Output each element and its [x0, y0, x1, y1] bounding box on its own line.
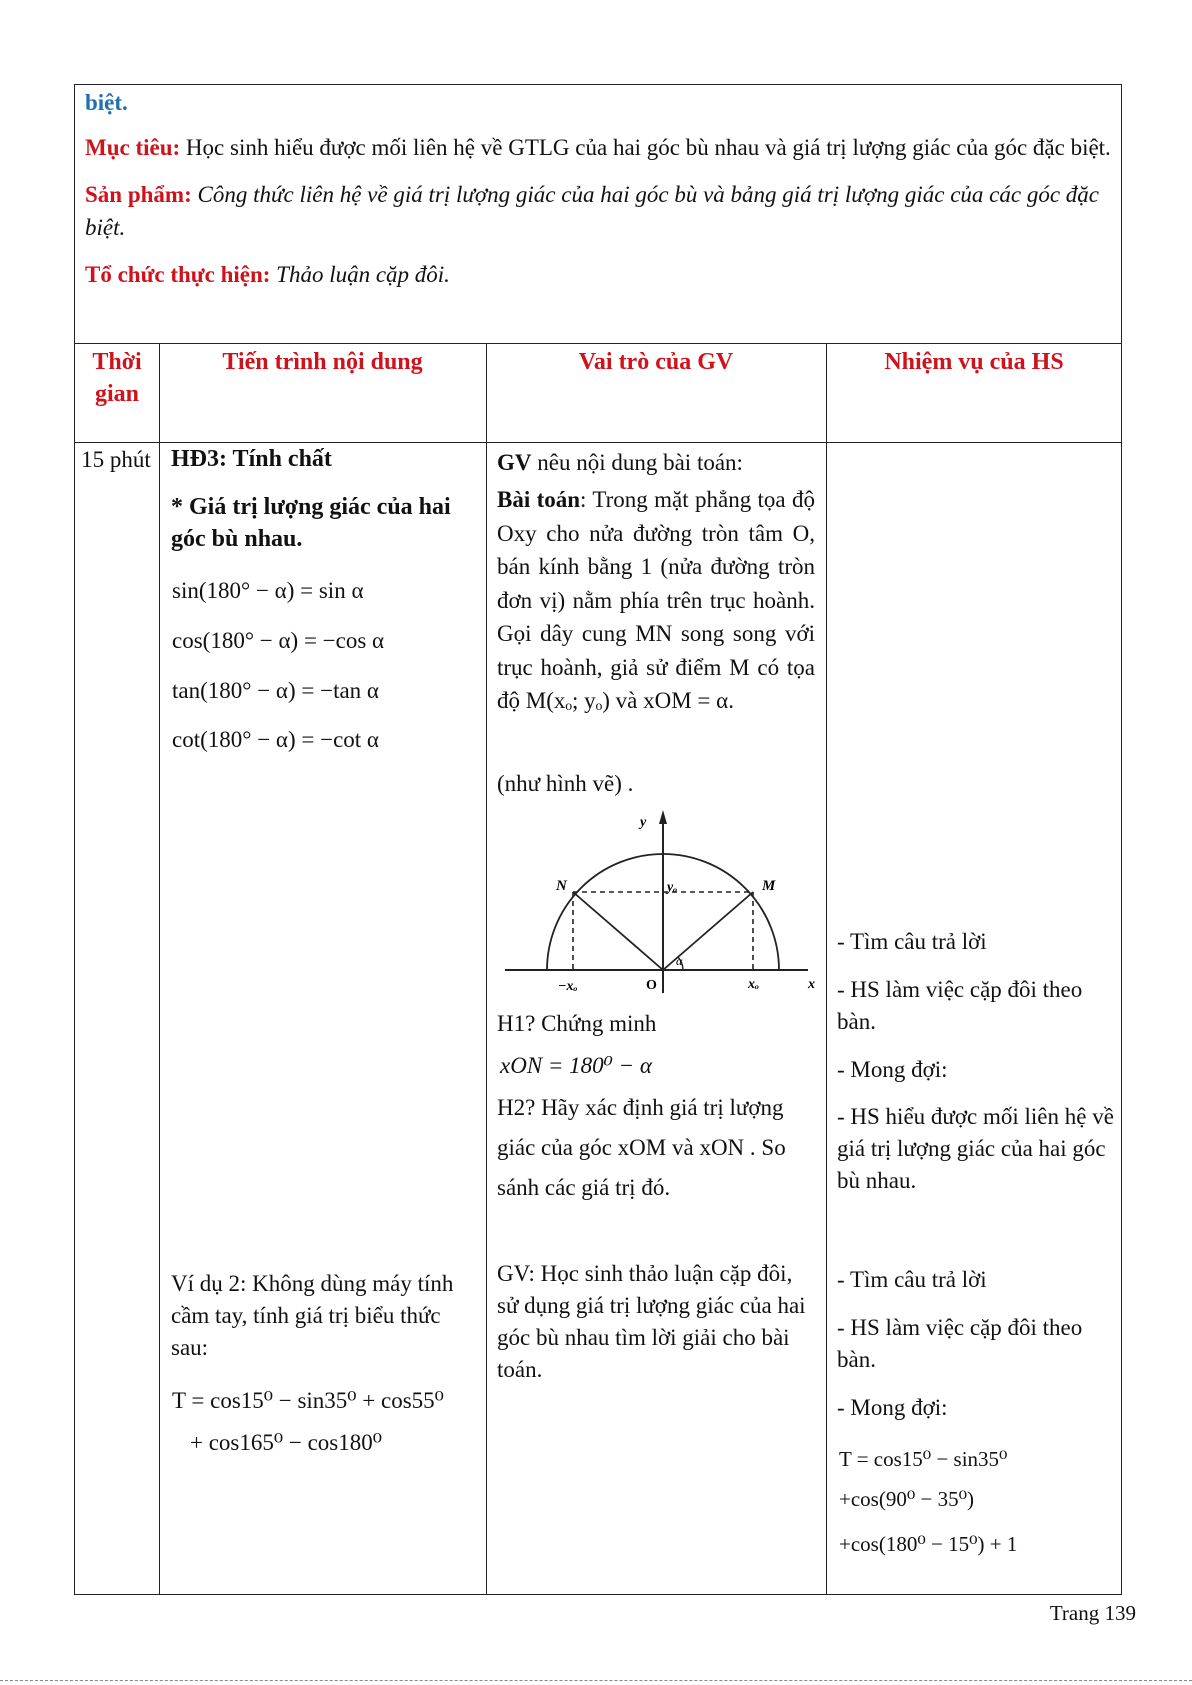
- col-divider-3: [826, 343, 827, 1595]
- label-origin: O: [646, 978, 657, 993]
- header-time: Thời gian: [92, 349, 142, 407]
- half-circle-figure: [500, 808, 822, 998]
- hs-b2: - HS làm việc cặp đôi theo bàn.: [837, 1315, 1083, 1372]
- label-m: M: [762, 878, 776, 894]
- example-text: Ví dụ 2: Không dùng máy tính cầm tay, tính giá trị biểu thức sau:: [171, 1271, 454, 1360]
- col-divider-2: [486, 343, 487, 1595]
- header-gv: Vai trò của GV: [578, 349, 734, 375]
- goal-label: Mục tiêu:: [85, 135, 181, 160]
- radius-on: [573, 892, 663, 970]
- hs-a3: - Mong đợi:: [837, 1057, 948, 1082]
- label-alpha: α: [676, 954, 683, 968]
- label-y: y: [640, 815, 647, 830]
- hs-b1: - Tìm câu trả lời: [837, 1267, 987, 1292]
- content-title: HĐ3: Tính chất: [171, 446, 332, 472]
- hs-b6: +cos(180⁰ − 15⁰) + 1: [839, 1532, 1018, 1556]
- label-yo: yₒ: [667, 880, 678, 895]
- gv-activity: GV: Học sinh thảo luận cặp đôi, sử dụng giá trị lượng giác của hai góc bù nhau tìm lời giải cho bài toán.: [497, 1261, 806, 1382]
- gv-figure-note: (như hình vẽ) .: [497, 771, 634, 796]
- gv-intro-bold: GV: [497, 450, 532, 475]
- gv-problem-label: Bài toán: [497, 487, 581, 512]
- gv-intro-text: nêu nội dung bài toán:: [531, 450, 743, 475]
- page-bottom-rule: [0, 1680, 1192, 1681]
- col-divider-1: [159, 343, 160, 1595]
- gv-h1: H1? Chứng minh: [497, 1011, 657, 1036]
- content-subtitle: * Giá trị lượng giác của hai góc bù nhau.: [171, 494, 451, 552]
- label-xo: xₒ: [748, 977, 760, 992]
- gv-problem-text: : Trong mặt phẳng tọa độ Oxy cho nửa đường tròn tâm O, bán kính bằng 1 (nửa đường tròn đơn vị) nằm phía trên trục hoành. Gọi dây cung MN song song với trục hoành, giả sử điểm M có tọa độ M(xₒ; yₒ) và xOM = α.: [497, 487, 816, 713]
- hs-a1: - Tìm câu trả lời: [837, 929, 987, 954]
- y-axis-arrow: [659, 810, 667, 824]
- table-top-border: [74, 343, 1122, 344]
- org-text: Thảo luận cặp đôi.: [270, 262, 450, 287]
- product-text: Công thức liên hệ về giá trị lượng giác của hai góc bù và bảng giá trị lượng giác của các góc đặc biệt.: [85, 182, 1099, 240]
- header-hs: Nhiệm vụ của HS: [884, 349, 1064, 375]
- example-formula-1: T = cos15⁰ − sin35⁰ + cos55⁰: [172, 1388, 444, 1413]
- lesson-intro: [85, 86, 1115, 305]
- hs-a2: - HS làm việc cặp đôi theo bàn.: [837, 977, 1083, 1034]
- page-number: Trang 139: [1049, 1601, 1136, 1625]
- header-content: Tiến trình nội dung: [222, 349, 423, 375]
- hs-b5: +cos(90⁰ − 35⁰): [839, 1487, 975, 1511]
- label-n: N: [556, 878, 567, 894]
- time-cell: 15 phút: [81, 447, 151, 472]
- hs-b3: - Mong đợi:: [837, 1395, 948, 1420]
- formula-tan: tan(180° − α) = −tan α: [172, 678, 379, 703]
- formula-cos: cos(180° − α) = −cos α: [172, 628, 385, 653]
- hs-b4: T = cos15⁰ − sin35⁰: [839, 1447, 1008, 1471]
- gv-h1-formula: xON = 180⁰ − α: [500, 1053, 652, 1078]
- goal-text: Học sinh hiểu được mối liên hệ về GTLG của hai góc bù nhau và giá trị lượng giác của góc đặc biệt.: [180, 135, 1111, 160]
- org-label: Tổ chức thực hiện:: [85, 262, 271, 287]
- example-formula-2: + cos165⁰ − cos180⁰: [190, 1430, 382, 1455]
- label-x: x: [808, 977, 815, 992]
- gv-intro: [497, 447, 817, 479]
- product-label: Sản phẩm:: [85, 182, 192, 207]
- formula-sin: sin(180° − α) = sin α: [172, 578, 364, 603]
- intro-top-word: biệt.: [85, 90, 128, 115]
- formula-cot: cot(180° − α) = −cot α: [172, 727, 379, 752]
- gv-h2: H2? Hãy xác định giá trị lượng giác của góc xOM và xON . So sánh các giá trị đó.: [497, 1095, 786, 1200]
- hs-a4: - HS hiểu được mối liên hệ về giá trị lượng giác của hai góc bù nhau.: [837, 1104, 1114, 1193]
- gv-problem: [497, 483, 815, 718]
- label-neg-xo: −xₒ: [558, 979, 578, 994]
